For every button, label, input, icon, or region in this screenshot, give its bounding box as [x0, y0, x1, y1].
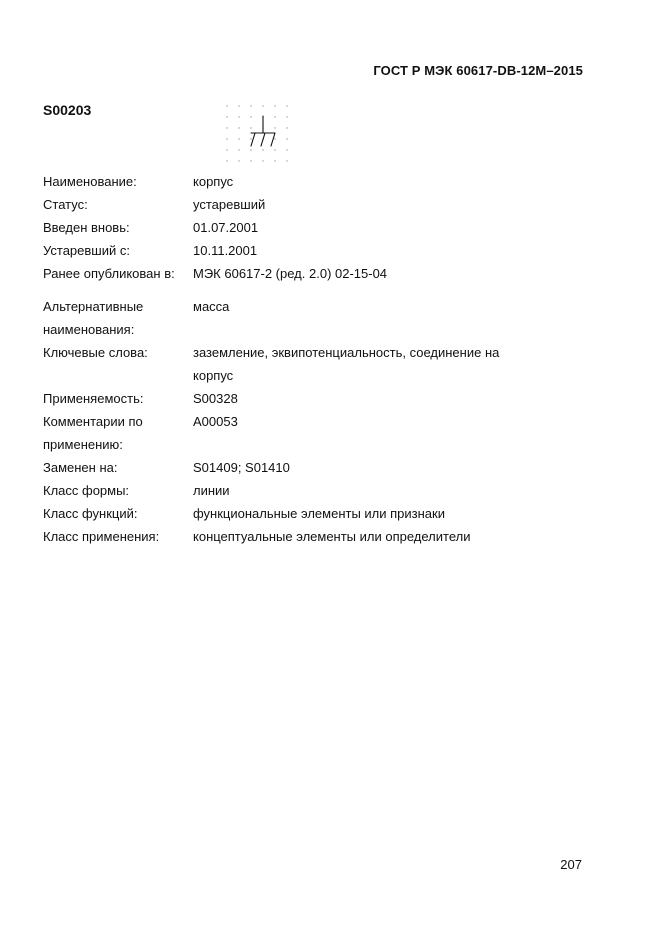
- field-row-obsolete-since: [43, 239, 563, 262]
- field-label: [43, 170, 193, 193]
- field-value: [193, 502, 563, 525]
- field-label: [43, 410, 193, 456]
- grid-dot: [262, 105, 263, 106]
- field-label: [43, 295, 193, 341]
- grid-dot: [250, 149, 251, 150]
- value-line: функциональные элементы или признаки: [193, 506, 445, 521]
- field-value: [193, 479, 563, 502]
- value-line: 10.11.2001: [193, 243, 258, 258]
- field-label: [43, 387, 193, 410]
- grid-dot: [238, 105, 239, 106]
- grid-dot: [274, 105, 275, 106]
- value-line: корпус: [193, 174, 234, 189]
- value-line: A00053: [193, 414, 238, 429]
- label-line: Устаревший с:: [43, 243, 130, 258]
- grid-dot: [262, 149, 263, 150]
- label-line: Ключевые слова:: [43, 345, 148, 360]
- grid-dot: [262, 160, 263, 161]
- grid-dot: [226, 116, 227, 117]
- grid-dot: [274, 116, 275, 117]
- field-row-name: [43, 170, 563, 193]
- grid-dot: [274, 127, 275, 128]
- chassis-ground-symbol-icon: [220, 100, 292, 166]
- grid-dot: [286, 149, 287, 150]
- field-value: [193, 193, 563, 216]
- field-row-shape-class: [43, 479, 563, 502]
- grid-dot: [226, 138, 227, 139]
- grid-dot: [226, 105, 227, 106]
- grid-dot: [286, 138, 287, 139]
- field-value: [193, 456, 563, 479]
- value-line: корпус: [193, 368, 234, 383]
- field-row-previously-published: [43, 262, 563, 285]
- field-value: [193, 295, 563, 341]
- grid-dot: [250, 116, 251, 117]
- field-table: [43, 170, 563, 548]
- field-row-function-class: [43, 502, 563, 525]
- grid-dot: [238, 160, 239, 161]
- grid-dot: [238, 127, 239, 128]
- field-label: [43, 525, 193, 548]
- field-label: [43, 239, 193, 262]
- label-line: наименования:: [43, 322, 135, 337]
- field-value: [193, 216, 563, 239]
- field-value: [193, 341, 563, 387]
- label-line: Класс функций:: [43, 506, 138, 521]
- field-row-replaced-by: [43, 456, 563, 479]
- label-line: Класс применения:: [43, 529, 160, 544]
- grid-dot: [238, 138, 239, 139]
- value-line: линии: [193, 483, 230, 498]
- field-value: [193, 410, 563, 456]
- grid-dot: [226, 160, 227, 161]
- value-line: заземление, эквипотенциальность, соединение на: [193, 345, 500, 360]
- section-gap: [43, 285, 563, 295]
- field-label: [43, 193, 193, 216]
- grid-dot: [286, 160, 287, 161]
- field-label: [43, 456, 193, 479]
- field-row-keywords: [43, 341, 563, 387]
- grid-dot: [226, 127, 227, 128]
- value-line: устаревший: [193, 197, 266, 212]
- page-number: 207: [560, 857, 582, 872]
- field-label: [43, 479, 193, 502]
- label-line: Класс формы:: [43, 483, 130, 498]
- grid-dot: [226, 149, 227, 150]
- label-line: Альтернативные: [43, 299, 144, 314]
- field-value: [193, 262, 563, 285]
- grid-dot: [274, 149, 275, 150]
- grid-dot: [250, 160, 251, 161]
- grid-dot: [238, 149, 239, 150]
- field-label: [43, 262, 193, 285]
- value-line: S01409; S01410: [193, 460, 290, 475]
- value-line: МЭК 60617-2 (ред. 2.0) 02-15-04: [193, 266, 388, 281]
- field-label: [43, 502, 193, 525]
- label-line: Заменен на:: [43, 460, 118, 475]
- value-line: S00328: [193, 391, 238, 406]
- label-line: Введен вновь:: [43, 220, 130, 235]
- field-row-application-class: [43, 525, 563, 548]
- field-row-usage-comments: [43, 410, 563, 456]
- document-header-code: ГОСТ Р МЭК 60617-DB-12M–2015: [373, 63, 583, 78]
- value-line: 01.07.2001: [193, 220, 259, 235]
- grid-dot: [274, 160, 275, 161]
- field-row-alternative-names: [43, 295, 563, 341]
- grid-dot: [286, 116, 287, 117]
- label-line: Комментарии по: [43, 414, 143, 429]
- label-line: Ранее опубликован в:: [43, 266, 175, 281]
- grid-dot: [274, 138, 275, 139]
- field-value: [193, 170, 563, 193]
- label-line: Наименование:: [43, 174, 137, 189]
- grid-dot: [250, 127, 251, 128]
- field-label: [43, 216, 193, 239]
- field-row-applicability: [43, 387, 563, 410]
- label-line: Статус:: [43, 197, 88, 212]
- label-line: применению:: [43, 437, 123, 452]
- grid-dot: [238, 116, 239, 117]
- symbol-id: S00203: [43, 102, 92, 118]
- field-value: [193, 239, 563, 262]
- field-row-status: [43, 193, 563, 216]
- field-value: [193, 387, 563, 410]
- field-value: [193, 525, 563, 548]
- field-label: [43, 341, 193, 387]
- grid-dot: [286, 127, 287, 128]
- field-row-introduced: [43, 216, 563, 239]
- grid-dot: [286, 105, 287, 106]
- value-line: концептуальные элементы или определители: [193, 529, 471, 544]
- value-line: масса: [193, 299, 230, 314]
- grid-dot: [250, 105, 251, 106]
- label-line: Применяемость:: [43, 391, 144, 406]
- grid-dot: [250, 138, 251, 139]
